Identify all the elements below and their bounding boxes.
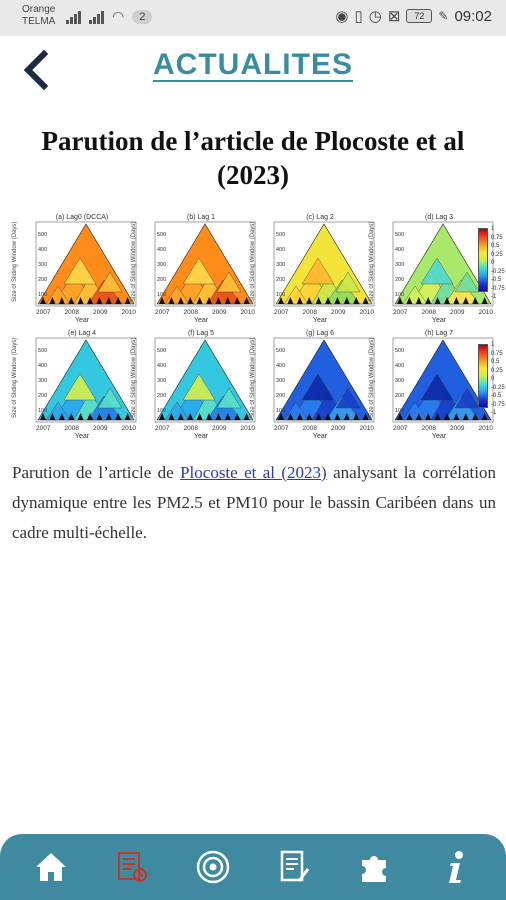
x-tick-label: 2009 <box>450 309 465 316</box>
panel-title: (g) Lag 6 <box>305 330 335 337</box>
panel-plot <box>24 214 140 310</box>
nav-news[interactable] <box>107 842 157 892</box>
svg-text:400: 400 <box>395 247 405 253</box>
x-tick-label: 2008 <box>302 425 317 432</box>
y-axis-label: Size of Sliding Window (Days) <box>12 337 18 418</box>
x-tick-label: 2010 <box>478 425 493 432</box>
x-ticks <box>36 425 136 432</box>
panel-title: (d) Lag 3 <box>424 214 454 221</box>
svg-text:500: 500 <box>157 348 167 354</box>
x-axis-label: Year <box>193 317 209 324</box>
x-tick-label: 2007 <box>155 309 170 316</box>
colorbar-tick-label: 0 <box>491 376 495 382</box>
svg-text:400: 400 <box>157 247 167 253</box>
x-tick-label: 2008 <box>421 425 436 432</box>
wifi-icon: ◠ <box>112 8 125 24</box>
body-text-end: analysant la corrélation dynamique entre les PM2.5 et PM10 pour le bassin Caribéen dans un cadre multi-échelle. <box>12 463 496 542</box>
info-icon <box>443 850 469 884</box>
panel-title: (h) Lag 7 <box>424 330 454 337</box>
x-ticks <box>274 309 374 316</box>
svg-text:100: 100 <box>395 408 405 414</box>
x-tick-label: 2010 <box>240 309 255 316</box>
x-axis-label: Year <box>74 433 90 440</box>
y-axis-label: Size of Sliding Window (Days) <box>250 221 256 302</box>
panel-plot <box>262 330 378 426</box>
x-ticks <box>274 425 374 432</box>
x-axis-label: Year <box>312 433 328 440</box>
panel-plot <box>143 214 259 310</box>
colorbar-tick-label: -0.25 <box>491 384 505 391</box>
eye-icon: ◉ <box>335 8 349 25</box>
x-axis-label: Year <box>193 433 209 440</box>
svg-text:100: 100 <box>38 408 48 414</box>
notification-count-badge: 2 <box>132 10 152 24</box>
colorbar-tick-label: -0.5 <box>491 277 502 283</box>
x-axis-label: Year <box>431 433 447 440</box>
x-axis-label: Year <box>312 317 328 324</box>
puzzle-icon <box>358 850 392 884</box>
carrier-line-1: Orange <box>22 4 56 15</box>
svg-text:400: 400 <box>276 247 286 253</box>
svg-text:300: 300 <box>395 262 405 268</box>
signal-2-icon <box>89 10 104 24</box>
svg-text:400: 400 <box>38 247 48 253</box>
svg-text:500: 500 <box>38 232 48 238</box>
colorbar-tick-label: 1 <box>491 226 495 232</box>
y-axis-label: Size of Sliding Window (Days) <box>250 337 256 418</box>
svg-text:400: 400 <box>276 363 286 369</box>
x-tick-label: 2007 <box>36 425 51 432</box>
x-tick-label: 2008 <box>183 309 198 316</box>
panel-plot <box>143 330 259 426</box>
svg-text:400: 400 <box>38 363 48 369</box>
svg-text:300: 300 <box>157 378 167 384</box>
x-tick-label: 2010 <box>359 309 374 316</box>
battery-level: 72 <box>406 9 432 23</box>
panel-title: (a) Lag0 (DCCA) <box>55 214 109 221</box>
x-tick-label: 2009 <box>212 309 227 316</box>
carrier-line-2: TELMA <box>22 16 56 27</box>
svg-text:100: 100 <box>395 292 405 298</box>
panel-plot <box>262 214 378 310</box>
panel-plot <box>24 330 140 426</box>
panel-title: (b) Lag 1 <box>186 214 216 221</box>
panel-title: (e) Lag 4 <box>67 330 97 337</box>
svg-text:200: 200 <box>157 277 167 283</box>
figure-panel <box>12 330 140 440</box>
nav-target[interactable] <box>188 842 238 892</box>
svg-text:500: 500 <box>276 348 286 354</box>
svg-text:200: 200 <box>276 277 286 283</box>
signal-icon <box>66 10 81 24</box>
y-axis-label: Size of Sliding Window (Days) <box>131 221 137 302</box>
svg-text:300: 300 <box>395 378 405 384</box>
article-figure <box>6 210 505 442</box>
colorbar-tick-label: -0.5 <box>491 393 502 399</box>
x-tick-label: 2008 <box>421 309 436 316</box>
article-title: Parution de l’article de Plocoste et al (2023) <box>41 126 465 190</box>
x-ticks <box>393 309 493 316</box>
x-tick-label: 2009 <box>331 309 346 316</box>
x-tick-label: 2008 <box>302 309 317 316</box>
colorbar-tick-label: 1 <box>491 342 495 348</box>
nav-info[interactable] <box>431 842 481 892</box>
colorbar-ticks <box>491 341 505 418</box>
x-tick-label: 2007 <box>274 309 289 316</box>
target-icon <box>195 849 231 885</box>
svg-text:100: 100 <box>276 408 286 414</box>
x-tick-label: 2008 <box>64 425 79 432</box>
y-axis-label: Size of Sliding Window (Days) <box>369 337 375 418</box>
svg-text:400: 400 <box>157 363 167 369</box>
nav-puzzle[interactable] <box>350 842 400 892</box>
svg-text:200: 200 <box>38 393 48 399</box>
svg-text:500: 500 <box>395 348 405 354</box>
svg-text:500: 500 <box>276 232 286 238</box>
x-tick-label: 2007 <box>36 309 51 316</box>
x-tick-label: 2009 <box>212 425 227 432</box>
x-tick-label: 2007 <box>393 425 408 432</box>
x-tick-label: 2009 <box>331 425 346 432</box>
x-tick-label: 2009 <box>93 425 108 432</box>
x-ticks <box>393 425 493 432</box>
svg-text:200: 200 <box>157 393 167 399</box>
x-ticks <box>155 425 255 432</box>
figure-panel <box>250 214 378 324</box>
nav-documents[interactable] <box>269 842 319 892</box>
x-tick-label: 2008 <box>64 309 79 316</box>
body-text-start: Parution de l’article de <box>12 463 181 482</box>
leaf-icon: ✎ <box>438 9 449 23</box>
alarm-icon: ◷ <box>368 8 382 25</box>
svg-text:200: 200 <box>395 393 405 399</box>
bottom-nav <box>0 834 506 900</box>
x-axis-label: Year <box>74 317 90 324</box>
colorbar-tick-label: 0.5 <box>491 359 500 365</box>
colorbar-tick-label: 0.75 <box>491 350 503 357</box>
svg-text:200: 200 <box>395 277 405 283</box>
svg-text:300: 300 <box>157 262 167 268</box>
svg-text:400: 400 <box>395 363 405 369</box>
x-tick-label: 2010 <box>359 425 374 432</box>
home-icon <box>34 851 68 883</box>
y-axis-label: Size of Sliding Window (Days) <box>131 337 137 418</box>
status-time: 09:02 <box>454 7 492 25</box>
colorbar-tick-label: 0.75 <box>491 234 503 241</box>
svg-text:500: 500 <box>395 232 405 238</box>
nav-home[interactable] <box>26 842 76 892</box>
document-icon <box>277 849 311 885</box>
colorbar-tick-label: 0.25 <box>491 367 503 374</box>
svg-text:500: 500 <box>38 348 48 354</box>
x-tick-label: 2010 <box>478 309 493 316</box>
figure-panel <box>250 330 378 440</box>
svg-text:100: 100 <box>276 292 286 298</box>
vibrate-icon: ▯ <box>354 8 363 25</box>
x-tick-label: 2009 <box>450 425 465 432</box>
svg-text:500: 500 <box>157 232 167 238</box>
status-bar <box>0 0 506 36</box>
page-title: ACTUALITES <box>153 48 353 81</box>
figure-panel <box>131 214 259 324</box>
news-icon <box>115 850 149 884</box>
status-right-icons <box>335 7 492 25</box>
colorbar-tick-label: -1 <box>491 294 497 300</box>
colorbar-tick-label: 0 <box>491 260 495 266</box>
x-tick-label: 2007 <box>393 309 408 316</box>
y-axis-label: Size of Sliding Window (Days) <box>12 221 18 302</box>
y-axis-label: Size of Sliding Window (Days) <box>369 221 375 302</box>
colorbar-tick-label: -0.75 <box>491 401 505 408</box>
colorbar <box>478 344 488 408</box>
x-ticks <box>155 309 255 316</box>
panel-title: (c) Lag 2 <box>306 214 334 221</box>
svg-text:100: 100 <box>38 292 48 298</box>
carrier-name <box>22 4 55 28</box>
x-tick-label: 2010 <box>121 425 136 432</box>
svg-text:300: 300 <box>38 262 48 268</box>
x-tick-label: 2009 <box>93 309 108 316</box>
svg-text:200: 200 <box>38 277 48 283</box>
x-tick-label: 2010 <box>240 425 255 432</box>
panel-title: (f) Lag 5 <box>187 330 215 337</box>
article-link[interactable]: Plocoste et al (2023) <box>180 463 327 482</box>
colorbar <box>478 228 488 292</box>
svg-text:300: 300 <box>276 378 286 384</box>
svg-text:200: 200 <box>276 393 286 399</box>
svg-text:300: 300 <box>38 378 48 384</box>
x-tick-label: 2007 <box>274 425 289 432</box>
x-tick-label: 2007 <box>155 425 170 432</box>
mute-icon: ⊠ <box>387 8 401 25</box>
x-tick-label: 2008 <box>183 425 198 432</box>
battery-icon <box>406 9 432 23</box>
colorbar-tick-label: -1 <box>491 410 497 416</box>
colorbar-ticks <box>491 225 505 302</box>
svg-text:300: 300 <box>276 262 286 268</box>
article-body <box>12 458 496 548</box>
colorbar-tick-label: -0.25 <box>491 268 505 275</box>
x-ticks <box>36 309 136 316</box>
svg-text:100: 100 <box>157 292 167 298</box>
figure-panel <box>131 330 259 440</box>
status-left-icons <box>66 8 152 25</box>
colorbar-tick-label: 0.25 <box>491 251 503 258</box>
colorbar-tick-label: 0.5 <box>491 243 500 249</box>
figure-panel <box>12 214 140 324</box>
svg-text:100: 100 <box>157 408 167 414</box>
colorbar-tick-label: -0.75 <box>491 285 505 292</box>
x-tick-label: 2010 <box>121 309 136 316</box>
x-axis-label: Year <box>431 317 447 324</box>
